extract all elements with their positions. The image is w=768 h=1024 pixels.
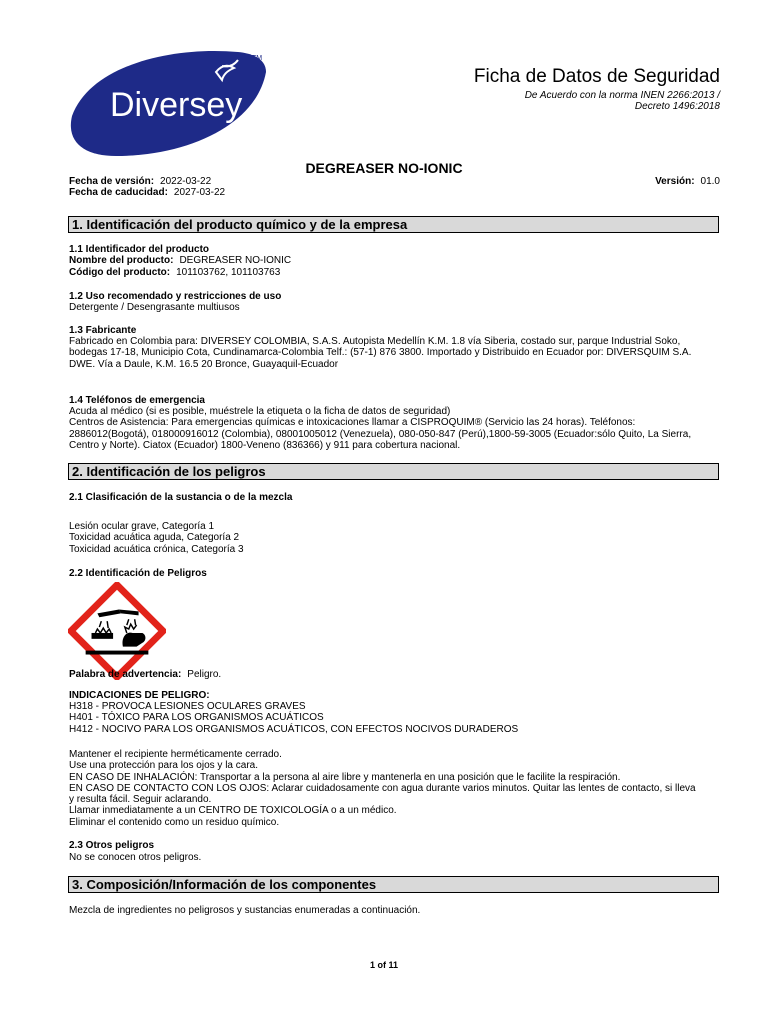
expiry-date: Fecha de caducidad: 2027-03-22 (69, 187, 226, 198)
page-number: 1 of 11 (369, 960, 398, 970)
product-name-heading: DEGREASER NO-IONIC (305, 160, 463, 176)
corrosion-pictogram-icon (68, 582, 166, 680)
version-number: Versión: 01.0 (655, 176, 720, 187)
subsection-2-2-title: 2.2 Identificación de Peligros (69, 568, 207, 579)
hazard-statements-title: INDICACIONES DE PELIGRO: (69, 690, 210, 701)
logo-tm: TM (252, 55, 263, 62)
manufacturer-text: Fabricado en Colombia para: DIVERSEY COLOMBIA, S.A.S. Autopista Medellín K.M. 1.8 vía Siberia, costado sur, parque Industrial Soko, bodegas 17-18, Municipio Cota, Cundinamarca-Colombia Telf.: (57-1) 876 3800. Importado y Distribuido en Ecuador por: DIVERSQUIM S.A. DWE. Vía a Daule, K.M. 16.5 20 Bronce, Guayaquil-Ecuador (69, 336, 692, 370)
section-1-header: 1. Identificación del producto químico y de la empresa (68, 216, 719, 233)
composition-text: Mezcla de ingredientes no peligrosos y sustancias enumeradas a continuación. (69, 905, 421, 916)
subsection-1-1-title: 1.1 Identificador del producto (69, 244, 210, 255)
logo-text: Diversey (110, 86, 243, 124)
section-3-header: 3. Composición/Información de los componentes (68, 876, 719, 893)
section-2-header: 2. Identificación de los peligros (68, 463, 719, 480)
emergency-phones-text: Acuda al médico (si es posible, muéstrele la etiqueta o la ficha de datos de seguridad) Centros de Asistencia: Para emergencias químicas e intoxicaciones llamar a CISPROQUIM® (Servicio las 24 horas). Teléfonos: 2886012(Bogotá), 018000916012 (Colombia), 08001005012 (Venezuela), 080-050-847 (Perú),1800-59-3005 (Ecuador:sólo Quito, La Sierra, Centro y Norte). Ciatox (Ecuador) 1800-Veneno (836366) y 911 para cobertura nacional. (69, 406, 692, 451)
subsection-2-1-title: 2.1 Clasificación de la sustancia o de la mezcla (69, 492, 293, 503)
version-date: Fecha de versión: 2022-03-22 (69, 176, 212, 187)
other-hazards-text: No se conocen otros peligros. (69, 852, 202, 863)
product-code-field: Código del producto: 101103762, 101103763 (69, 267, 281, 278)
document-title: Ficha de Datos de Seguridad (473, 66, 720, 87)
signal-word-field: Palabra de advertencia: Peligro. (69, 669, 222, 680)
subsection-2-3-title: 2.3 Otros peligros (69, 840, 155, 851)
subsection-1-3-title: 1.3 Fabricante (69, 325, 137, 336)
product-name-field: Nombre del producto: DEGREASER NO-IONIC (69, 255, 292, 266)
classification-list: Lesión ocular grave, Categoría 1 Toxicidad acuática aguda, Categoría 2 Toxicidad acuática crónica, Categoría 3 (69, 521, 244, 555)
subsection-1-4-title: 1.4 Teléfonos de emergencia (69, 395, 205, 406)
diversey-logo (66, 42, 276, 160)
norm-reference: De Acuerdo con la norma INEN 2266:2013 / Decreto 1496:2018 (524, 90, 720, 112)
recommended-use: Detergente / Desengrasante multiusos (69, 302, 240, 313)
precautionary-statements: Mantener el recipiente herméticamente cerrado. Use una protección para los ojos y la cara. EN CASO DE INHALACIÓN: Transportar a la persona al aire libre y mantenerla en una posición que le facilite la respiración. EN CASO DE CONTACTO CON LOS OJOS: Aclarar cuidadosamente con agua durante varios minutos. Quitar las lentes de contacto, si lleva y resulta fácil. Seguir aclarando. Llamar inmediatamente a un CENTRO DE TOXICOLOGÍA o a un médico. Eliminar el contenido como un residuo químico. (69, 749, 696, 828)
subsection-1-2-title: 1.2 Uso recomendado y restricciones de uso (69, 291, 282, 302)
hazard-statements-list: H318 - PROVOCA LESIONES OCULARES GRAVES H401 - TÓXICO PARA LOS ORGANISMOS ACUÁTICOS H412 - NOCIVO PARA LOS ORGANISMOS ACUÁTICOS, CON EFECTOS NOCIVOS DURADEROS (69, 701, 519, 735)
